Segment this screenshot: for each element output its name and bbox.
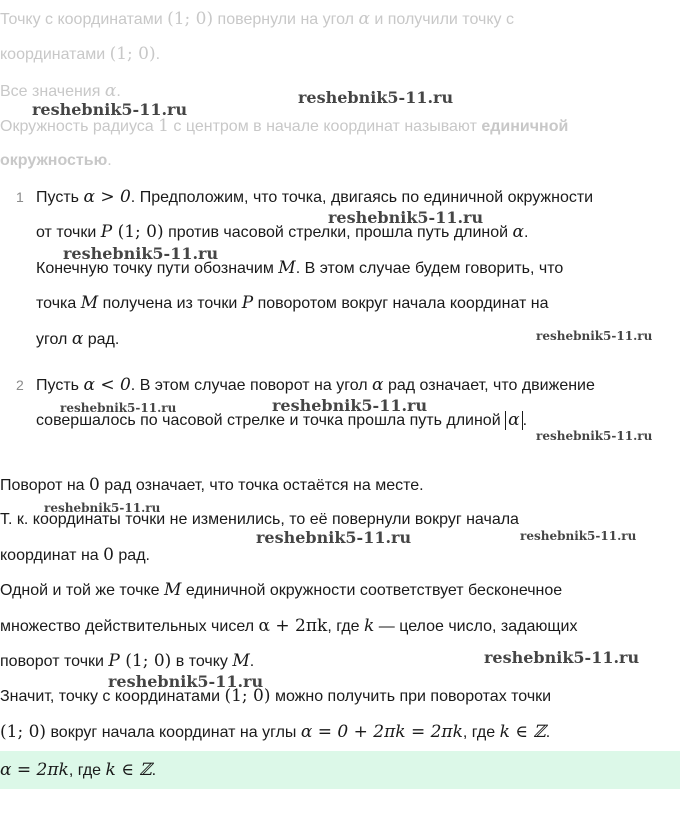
text: рад означает, что движение: [383, 377, 595, 394]
watermark: reshebnik5-11.ru: [63, 244, 219, 263]
math: k: [364, 616, 375, 636]
text: единичной окружности соответствует бесконечное: [181, 582, 563, 599]
intro-line: [0, 43, 160, 66]
text: координат на: [0, 547, 104, 564]
text: Одной и той же точке: [0, 582, 164, 599]
text: от точки: [36, 224, 101, 241]
list-item-line: [36, 292, 549, 315]
text: .: [524, 224, 529, 241]
text: рад.: [83, 331, 120, 348]
text: множество действительных чисел: [0, 618, 259, 635]
math: α: [71, 329, 84, 349]
text: .: [155, 46, 161, 63]
math: (1; 0): [167, 9, 214, 29]
math: α < 0: [83, 375, 131, 395]
watermark: reshebnik5-11.ru: [108, 672, 264, 691]
text: . В этом случае поворот на угол: [130, 377, 373, 394]
math: (1; 0): [0, 722, 47, 742]
text: Все значения: [0, 83, 105, 100]
text: .: [522, 412, 528, 429]
text: , где: [68, 762, 106, 779]
list-item-line: [36, 374, 595, 397]
text: против часовой стрелки, прошла путь длиной: [163, 224, 513, 241]
watermark: reshebnik5-11.ru: [328, 208, 484, 227]
list-item-line: [36, 186, 593, 209]
watermark: reshebnik5-11.ru: [484, 648, 640, 667]
math: M: [278, 258, 296, 278]
math: 0: [89, 475, 100, 495]
text: , где: [462, 724, 500, 741]
text: точка: [36, 295, 81, 312]
text: .: [249, 653, 255, 670]
text: с центром в начале координат называют: [168, 118, 482, 135]
math: α: [508, 410, 520, 430]
math: M: [80, 293, 99, 313]
text: .: [107, 152, 112, 169]
text: в точку: [171, 653, 233, 670]
term: единичной: [481, 118, 569, 135]
text: Пусть: [36, 377, 84, 394]
text: .: [545, 724, 551, 741]
text: поворотом вокруг начала координат на: [253, 295, 549, 312]
text: повернули на угол: [213, 11, 359, 28]
text: . Предположим, что точка, двигаясь по единичной окружности: [130, 189, 594, 206]
text: рад означает, что точка остаётся на месте.: [99, 477, 424, 494]
list-number: 2: [16, 377, 24, 393]
text: поворот точки: [0, 653, 109, 670]
text: рад.: [113, 547, 150, 564]
text: Окружность радиуса: [0, 118, 159, 135]
paragraph-line: [0, 474, 424, 497]
math: P: [108, 651, 120, 671]
text: координатами: [0, 46, 110, 63]
intro-line: [0, 8, 514, 31]
math: (1; 0): [119, 651, 172, 671]
math: 1: [158, 116, 169, 136]
watermark: reshebnik5-11.ru: [298, 88, 454, 107]
text: , где: [327, 618, 364, 635]
intro-line: [0, 150, 112, 172]
math: α: [104, 81, 117, 101]
text: .: [151, 762, 157, 779]
watermark: reshebnik5-11.ru: [536, 429, 653, 443]
math: M: [232, 651, 250, 671]
watermark: reshebnik5-11.ru: [256, 528, 412, 547]
paragraph-line: [0, 615, 577, 638]
text: Значит, точку с координатами: [0, 688, 225, 705]
math: P: [241, 293, 254, 313]
math: (1; 0): [112, 222, 164, 242]
text: Точку с координатами: [0, 11, 168, 28]
math: α: [512, 222, 525, 242]
math: α > 0: [83, 187, 131, 207]
math: α: [358, 9, 370, 29]
text: Конечную точку пути обозначим: [36, 260, 279, 277]
abs-value: [505, 411, 522, 430]
list-item-line: [36, 328, 119, 351]
math: (1; 0): [109, 44, 156, 64]
math: k ∈ ℤ: [105, 760, 152, 780]
text: — целое число, задающих: [374, 618, 578, 635]
math: α: [372, 375, 384, 395]
text: можно получить при поворотах точки: [270, 688, 552, 705]
math: 0: [103, 545, 114, 565]
text: получена из точки: [98, 295, 242, 312]
math: k ∈ ℤ: [499, 722, 546, 742]
watermark: reshebnik5-11.ru: [272, 396, 428, 415]
watermark: reshebnik5-11.ru: [44, 501, 161, 515]
watermark: reshebnik5-11.ru: [60, 401, 177, 415]
math: (1; 0): [224, 686, 271, 706]
text: вокруг начала координат на углы: [46, 724, 301, 741]
text: Пусть: [36, 189, 84, 206]
watermark: reshebnik5-11.ru: [32, 100, 188, 119]
answer-line: [0, 758, 156, 783]
math: α + 2πk: [258, 616, 328, 636]
text: Т. к. координаты точки не изменились, то её повернули вокруг начала: [0, 511, 519, 528]
paragraph-line: [0, 721, 550, 744]
math: α = 2πk: [0, 760, 69, 780]
watermark: reshebnik5-11.ru: [536, 329, 653, 343]
text: .: [116, 83, 121, 100]
math: α = 0 + 2πk = 2πk: [300, 722, 463, 742]
math: M: [163, 580, 182, 600]
list-number: 1: [16, 189, 24, 205]
text: Поворот на: [0, 477, 90, 494]
text: и получили точку с: [369, 11, 514, 28]
text: угол: [36, 331, 72, 348]
paragraph-line: [0, 650, 254, 673]
text: совершалось по часовой стрелке и точка прошла путь длиной: [36, 412, 506, 429]
watermark: reshebnik5-11.ru: [520, 529, 637, 543]
text: . В этом случае будем говорить, что: [295, 260, 564, 277]
paragraph-line: [0, 579, 562, 602]
math: P: [100, 222, 113, 242]
paragraph-line: [0, 544, 150, 567]
term: окружностью: [0, 152, 108, 169]
paragraph-line: [0, 685, 551, 708]
